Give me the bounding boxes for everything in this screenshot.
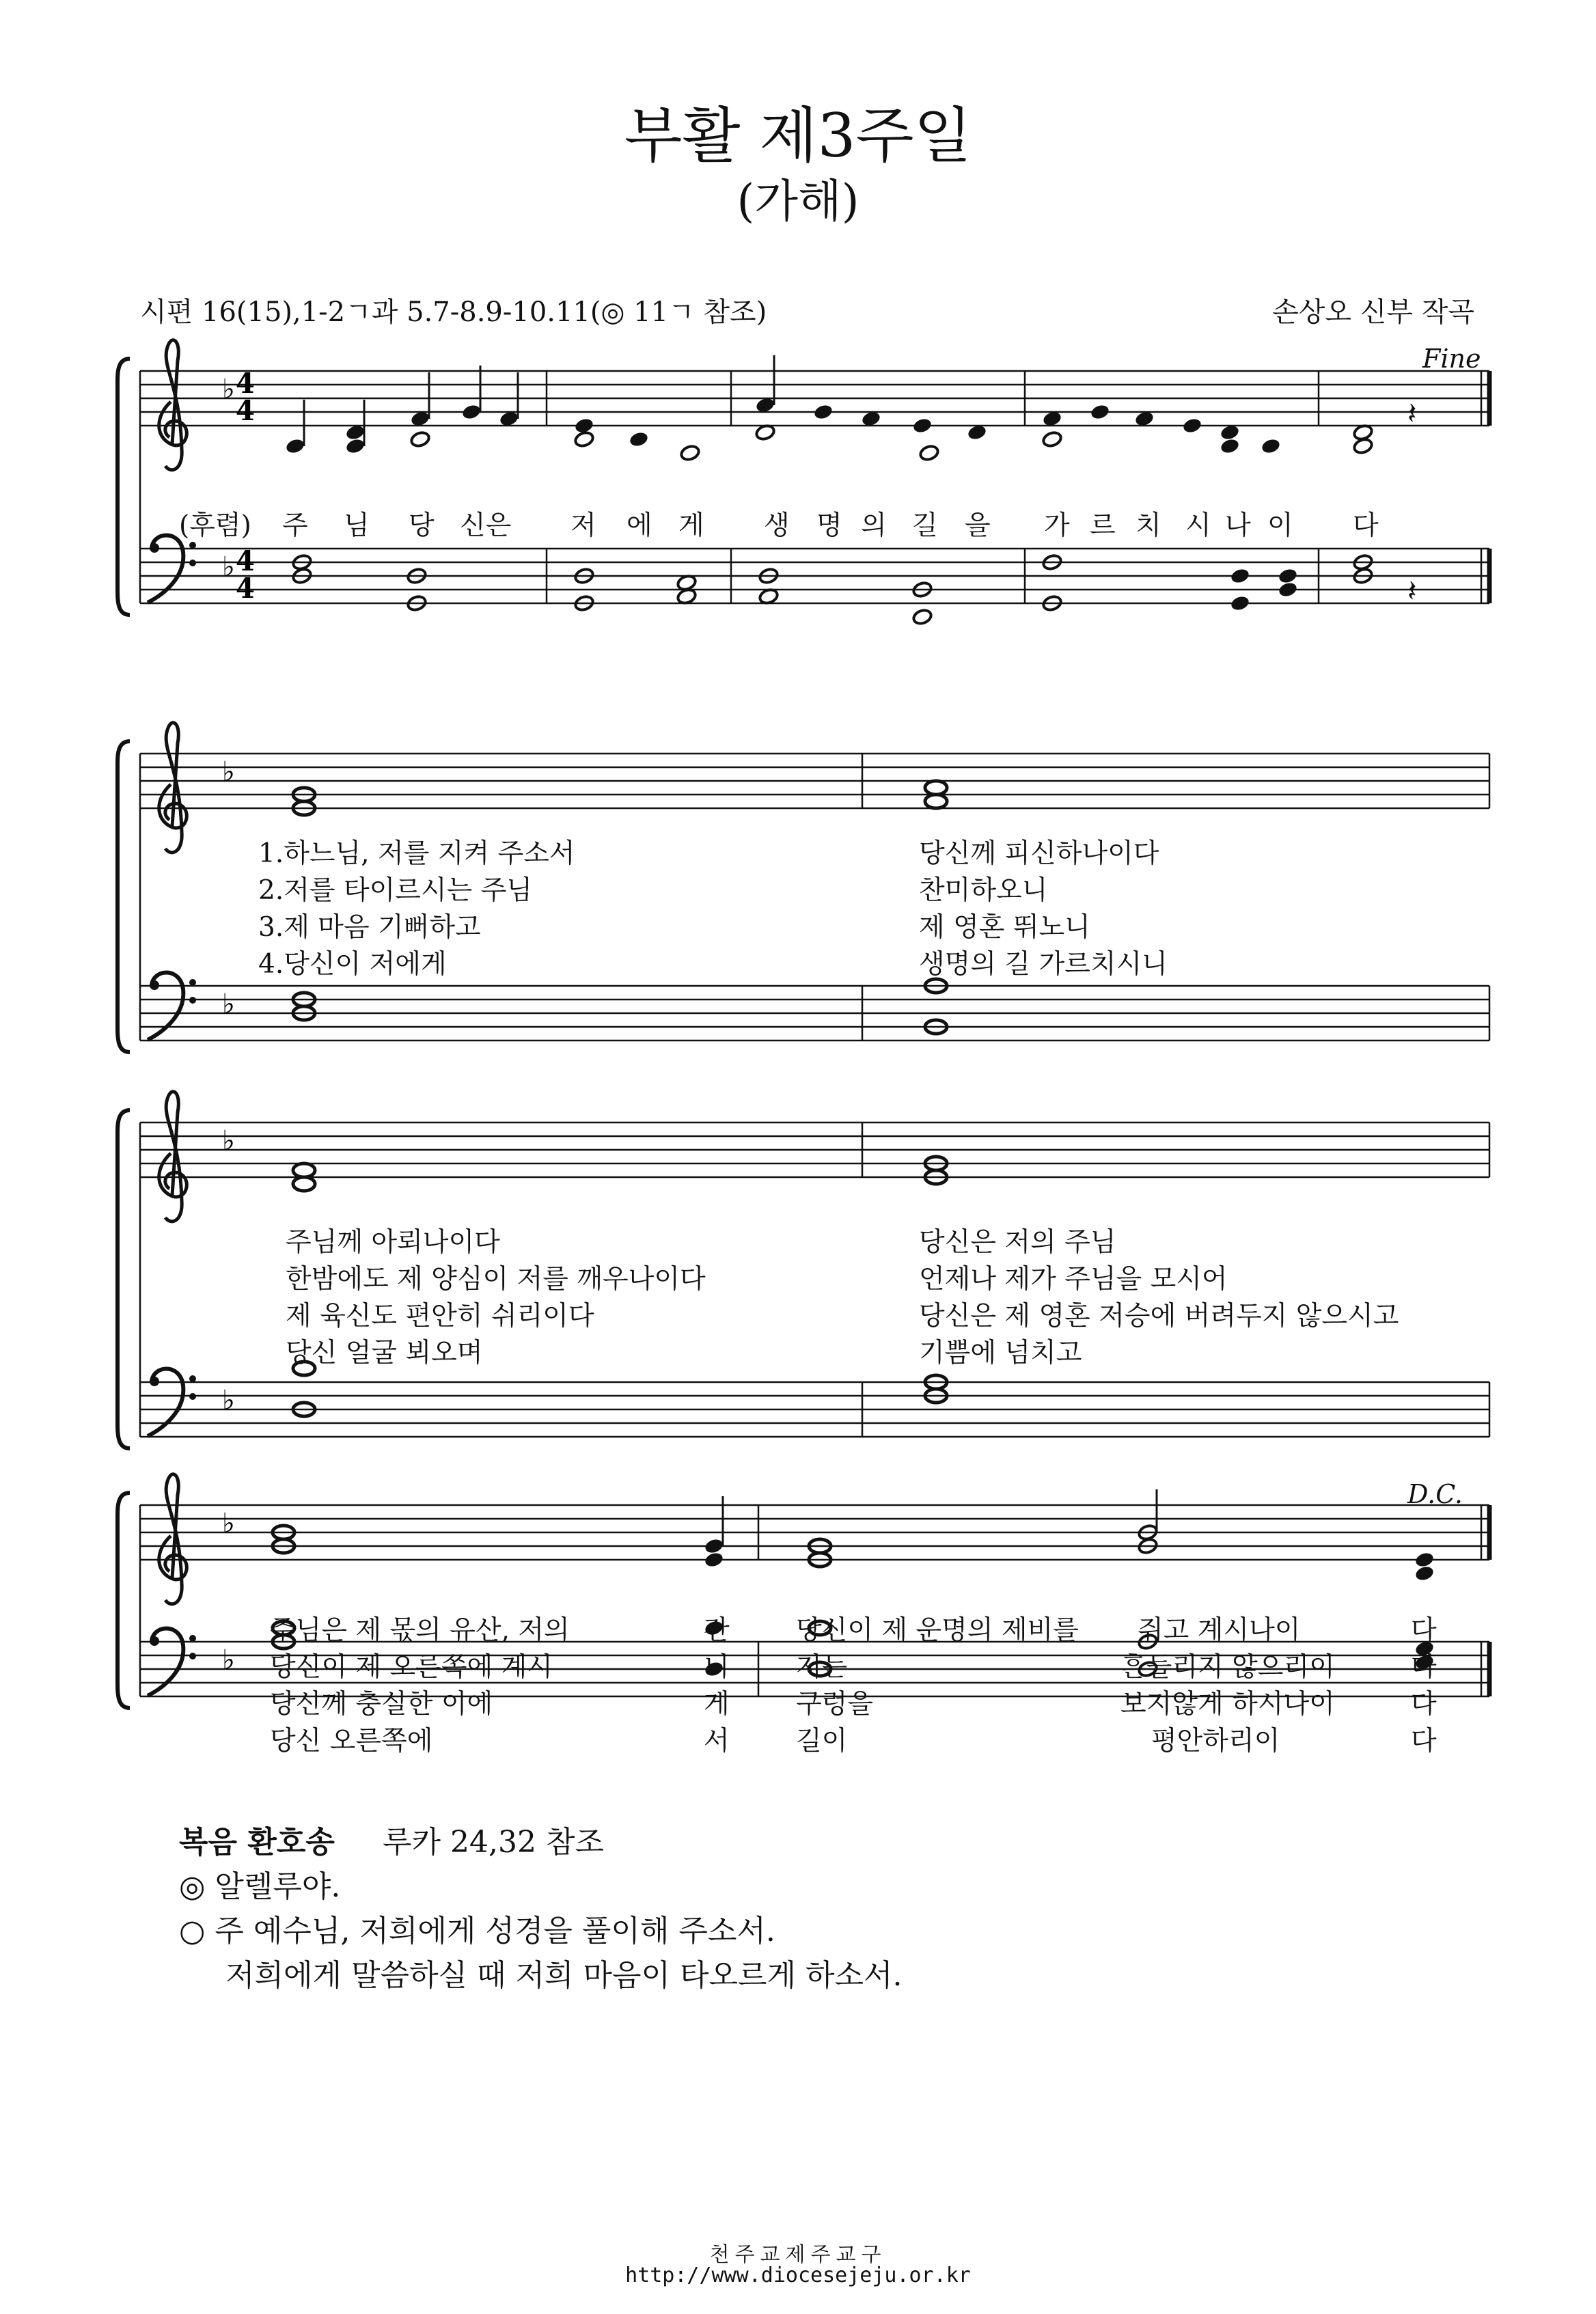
verse-line: 제 영혼 뛰노니 bbox=[919, 912, 1090, 943]
verse-line: 주님께 아뢰나이다 bbox=[286, 1227, 500, 1258]
verse-line: 평안하리이 bbox=[1151, 1726, 1280, 1757]
verse-syllable: 다 bbox=[1411, 1615, 1437, 1646]
verse-line: 길이 bbox=[796, 1726, 848, 1757]
svg-text:♭: ♭ bbox=[222, 989, 235, 1020]
verse-line: 기쁨에 넘치고 bbox=[919, 1338, 1082, 1368]
footer-organization: 천주교제주교구 bbox=[709, 2243, 887, 2267]
lyric-syllable: 이 bbox=[1267, 510, 1293, 541]
svg-text:4: 4 bbox=[236, 573, 255, 605]
psalm-reference: 시편 16(15),1-2ㄱ과 5.7-8.9-10.11(◎ 11ㄱ 참조) bbox=[140, 297, 767, 328]
acclamation-reference: 루카 24,32 참조 bbox=[383, 1825, 604, 1860]
lyric-syllable: 치 bbox=[1136, 510, 1161, 541]
acclamation-verse: 저희에게 말씀하실 때 저희 마음이 타오르게 하소서. bbox=[225, 1958, 903, 1993]
lyric-syllable: 을 bbox=[965, 510, 991, 541]
lyric-syllable: 길 bbox=[912, 510, 938, 541]
verse-line: 당신이 제 오른쪽에 계시 bbox=[270, 1652, 553, 1683]
verse-line: 당신께 피신하나이다 bbox=[919, 838, 1159, 869]
composer-credit: 손상오 신부 작곡 bbox=[1272, 297, 1474, 328]
acclamation-heading: 복음 환호송 bbox=[179, 1825, 335, 1860]
verse-line: 당신께 충실한 이에 bbox=[270, 1689, 493, 1720]
svg-text:♭: ♭ bbox=[222, 1644, 235, 1676]
lyric-syllable: 님 bbox=[344, 510, 370, 541]
verse-line: 당신은 제 영혼 저승에 버려두지 않으시고 bbox=[919, 1301, 1399, 1332]
verse-syllable: 다 bbox=[1411, 1726, 1437, 1757]
verse-line: 생명의 길 가르치시니 bbox=[919, 949, 1168, 980]
verse-line: 구렁을 bbox=[796, 1689, 874, 1720]
dc-marking: D.C. bbox=[1407, 1479, 1463, 1509]
svg-text:4: 4 bbox=[236, 395, 255, 427]
lyric-syllable: 르 bbox=[1090, 510, 1116, 541]
verse-line: 보지않게 하시나이 bbox=[1120, 1689, 1335, 1720]
lyric-syllable: 저 bbox=[570, 510, 596, 541]
svg-text:♭: ♭ bbox=[222, 1508, 235, 1539]
verse-syllable: 다 bbox=[1411, 1652, 1437, 1683]
svg-text:4: 4 bbox=[236, 368, 255, 400]
refrain-label: (후렴) bbox=[179, 510, 251, 541]
lyric-syllable: 에 bbox=[627, 510, 652, 541]
verse-line: 1.하느님, 저를 지켜 주소서 bbox=[258, 838, 575, 869]
verse-line: 당신은 저의 주님 bbox=[919, 1227, 1116, 1258]
svg-text:♭: ♭ bbox=[222, 1125, 235, 1157]
svg-text:♭: ♭ bbox=[222, 374, 235, 405]
verse-line: 저는 bbox=[796, 1652, 848, 1683]
lyric-syllable: 나 bbox=[1225, 510, 1251, 541]
lyric-syllable: 주 bbox=[282, 510, 308, 541]
verse-line: 한밤에도 제 양심이 저를 깨우나이다 bbox=[286, 1264, 706, 1295]
verse-line: 주님은 제 몫의 유산, 저의 bbox=[270, 1615, 570, 1646]
svg-text:𝄽: 𝄽 bbox=[1407, 574, 1417, 609]
verse-syllable: 게 bbox=[704, 1689, 730, 1720]
lyric-syllable: 다 bbox=[1353, 510, 1379, 541]
lyric-syllable: 신은 bbox=[460, 510, 512, 541]
verse-line: 제 육신도 편안히 쉬리이다 bbox=[286, 1301, 594, 1332]
lyric-syllable: 의 bbox=[861, 510, 887, 541]
svg-text:♭: ♭ bbox=[222, 1385, 235, 1416]
acclamation-verse: ○ 주 예수님, 저희에게 성경을 풀이해 주소서. bbox=[179, 1914, 775, 1948]
svg-text:♭: ♭ bbox=[222, 551, 235, 583]
footer-url[interactable]: http://www.diocesejeju.or.kr bbox=[625, 2263, 971, 2287]
page-title: 부활 제3주일 bbox=[624, 100, 972, 171]
acclamation-response: ◎ 알렐루야. bbox=[179, 1869, 341, 1904]
lyric-syllable: 시 bbox=[1185, 510, 1211, 541]
lyric-syllable: 명 bbox=[816, 510, 842, 541]
verse-line: 4.당신이 저에게 bbox=[258, 949, 447, 980]
lyric-syllable: 당 bbox=[409, 510, 435, 541]
verse-line: 2.저를 타이르시는 주님 bbox=[258, 875, 533, 906]
verse-syllable: 다 bbox=[1411, 1689, 1437, 1720]
svg-text:♭: ♭ bbox=[222, 756, 235, 788]
verse-syllable: 잔 bbox=[704, 1615, 730, 1646]
verse-syllable: 서 bbox=[704, 1726, 730, 1757]
svg-text:𝄽: 𝄽 bbox=[1407, 396, 1417, 431]
verse-line: 당신이 제 운명의 제비를 bbox=[796, 1615, 1079, 1646]
verse-line: 쥐고 계시나이 bbox=[1138, 1615, 1301, 1646]
verse-line: 찬미하오니 bbox=[919, 875, 1048, 906]
verse-line: 언제나 제가 주님을 모시어 bbox=[919, 1264, 1228, 1295]
verse-line: 3.제 마음 기뻐하고 bbox=[258, 912, 481, 943]
page-subtitle: (가해) bbox=[737, 175, 859, 228]
fine-marking: Fine bbox=[1422, 344, 1481, 374]
svg-text:4: 4 bbox=[236, 545, 255, 577]
lyric-syllable: 게 bbox=[678, 510, 704, 541]
verse-line: 당신 얼굴 뵈오며 bbox=[286, 1338, 483, 1368]
verse-line: 당신 오른쪽에 bbox=[270, 1726, 433, 1757]
lyric-syllable: 가 bbox=[1044, 510, 1070, 541]
verse-syllable: 니 bbox=[704, 1652, 730, 1683]
verse-line: 흔들리지 않으리이 bbox=[1120, 1652, 1335, 1683]
lyric-syllable: 생 bbox=[764, 510, 790, 541]
